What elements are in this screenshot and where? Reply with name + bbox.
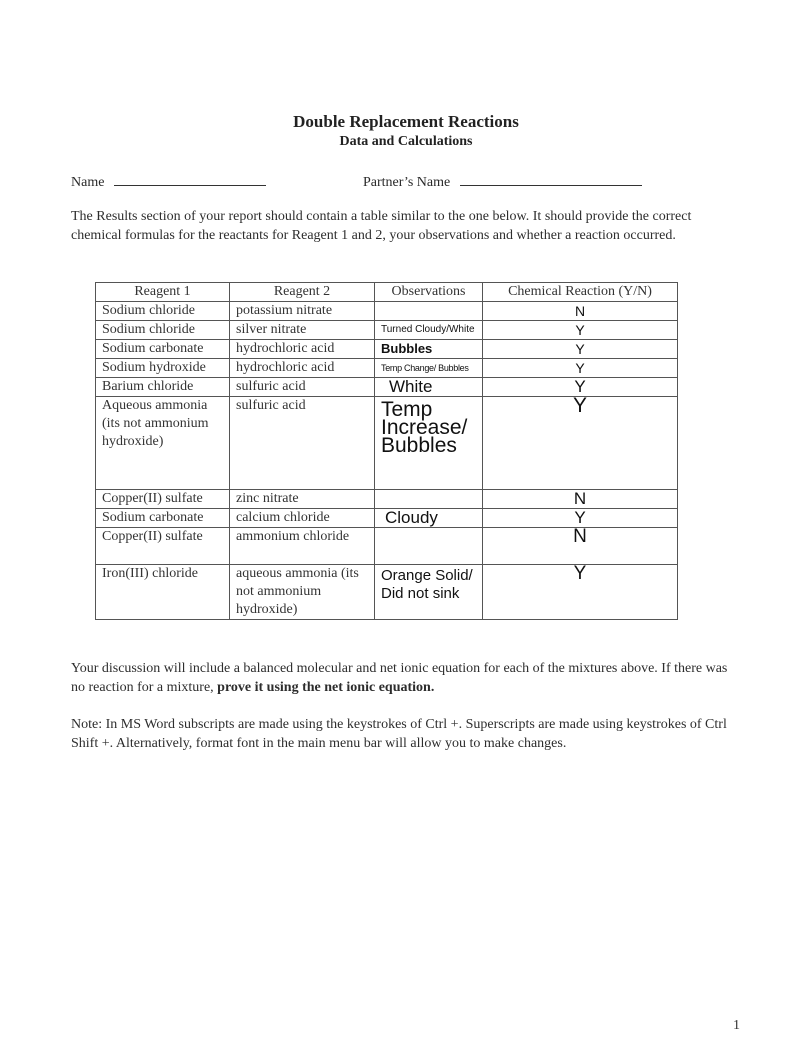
reagent-1-cell: Sodium carbonate bbox=[96, 340, 230, 359]
reagent-1-cell: Sodium hydroxide bbox=[96, 359, 230, 378]
name-blank[interactable] bbox=[114, 171, 266, 186]
table-row bbox=[96, 397, 678, 490]
table-row bbox=[96, 321, 678, 340]
observation-cell: Turned Cloudy/White bbox=[375, 321, 483, 340]
reaction-cell: Y bbox=[483, 397, 678, 490]
reagent-2-cell: potassium nitrate bbox=[230, 302, 375, 321]
observation-cell bbox=[375, 490, 483, 509]
table-header-row bbox=[96, 283, 678, 302]
observation-cell: Orange Solid/ Did not sink bbox=[375, 565, 483, 620]
observation-cell: White bbox=[375, 378, 483, 397]
page-number: 1 bbox=[733, 1018, 740, 1033]
reagent-1-cell: Copper(II) sulfate bbox=[96, 490, 230, 509]
discussion-text: Your discussion will include a balanced molecular and net ionic equation for each of the mixtures above. If there was no reaction for a mixture, bbox=[71, 661, 728, 695]
reagent-2-cell: silver nitrate bbox=[230, 321, 375, 340]
intro-paragraph: The Results section of your report should contain a table similar to the one below. It should provide the correct chemical formulas for the reactants for Reagent 1 and 2, your observations and whether a reaction occurred. bbox=[71, 209, 692, 243]
reagent-2-cell: aqueous ammonia (its not ammonium hydroxide) bbox=[230, 565, 375, 620]
reagent-2-cell: calcium chloride bbox=[230, 509, 375, 528]
reagent-1-cell: Barium chloride bbox=[96, 378, 230, 397]
observation-cell: Cloudy bbox=[375, 509, 483, 528]
reaction-cell: N bbox=[483, 302, 678, 321]
reaction-cell: Y bbox=[483, 321, 678, 340]
partner-label: Partner’s Name bbox=[363, 175, 451, 190]
reagent-1-cell: Iron(III) chloride bbox=[96, 565, 230, 620]
reaction-cell: Y bbox=[483, 509, 678, 528]
reagent-1-cell: Sodium carbonate bbox=[96, 509, 230, 528]
table-row bbox=[96, 565, 678, 620]
results-table bbox=[95, 282, 678, 620]
note-paragraph: Note: In MS Word subscripts are made using the keystrokes of Ctrl +. Superscripts are made using keystrokes of Ctrl Shift +. Alternatively, format font in the main menu bar will allow you to make changes. bbox=[71, 717, 727, 751]
table-row bbox=[96, 509, 678, 528]
table-row bbox=[96, 340, 678, 359]
reagent-2-cell: hydrochloric acid bbox=[230, 359, 375, 378]
reaction-cell: Y bbox=[483, 378, 678, 397]
observation-cell: Temp Increase/ Bubbles bbox=[375, 397, 483, 490]
reaction-cell: N bbox=[483, 528, 678, 565]
page-subtitle: Data and Calculations bbox=[339, 134, 473, 149]
name-field bbox=[71, 171, 266, 191]
table-row bbox=[96, 528, 678, 565]
partner-blank[interactable] bbox=[460, 171, 642, 186]
table-row bbox=[96, 302, 678, 321]
reagent-1-cell: Sodium chloride bbox=[96, 321, 230, 340]
name-label: Name bbox=[71, 175, 105, 190]
header-reagent-1: Reagent 1 bbox=[96, 283, 230, 302]
reagent-2-cell: sulfuric acid bbox=[230, 378, 375, 397]
observation-cell: Temp Change/ Bubbles bbox=[375, 359, 483, 378]
observation-cell bbox=[375, 528, 483, 565]
observation-cell: Bubbles bbox=[375, 340, 483, 359]
table-row bbox=[96, 378, 678, 397]
page-title: Double Replacement Reactions bbox=[293, 112, 519, 131]
reagent-2-cell: sulfuric acid bbox=[230, 397, 375, 490]
reaction-cell: Y bbox=[483, 565, 678, 620]
reagent-1-cell: Sodium chloride bbox=[96, 302, 230, 321]
discussion-emphasis: prove it using the net ionic equation. bbox=[217, 680, 435, 695]
reaction-cell: Y bbox=[483, 340, 678, 359]
reagent-2-cell: hydrochloric acid bbox=[230, 340, 375, 359]
reagent-1-cell: Aqueous ammonia (its not ammonium hydroxide) bbox=[96, 397, 230, 490]
header-observations: Observations bbox=[375, 283, 483, 302]
reaction-cell: N bbox=[483, 490, 678, 509]
discussion-paragraph bbox=[71, 659, 731, 697]
reagent-2-cell: ammonium chloride bbox=[230, 528, 375, 565]
observation-cell bbox=[375, 302, 483, 321]
table-row bbox=[96, 490, 678, 509]
reagent-2-cell: zinc nitrate bbox=[230, 490, 375, 509]
partner-field bbox=[363, 171, 642, 191]
header-reaction: Chemical Reaction (Y/N) bbox=[483, 283, 678, 302]
reagent-1-cell: Copper(II) sulfate bbox=[96, 528, 230, 565]
header-reagent-2: Reagent 2 bbox=[230, 283, 375, 302]
table-row bbox=[96, 359, 678, 378]
reaction-cell: Y bbox=[483, 359, 678, 378]
